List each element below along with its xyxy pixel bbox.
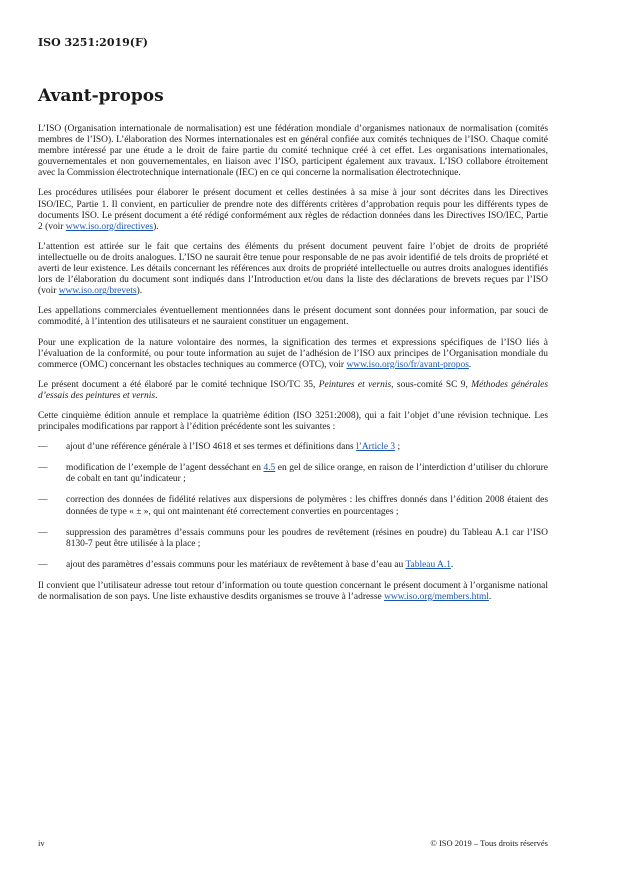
members-link[interactable]: www.iso.org/members.html [384, 592, 489, 602]
paragraph-voluntary-end: . [468, 359, 472, 370]
paragraph-feedback-text: Il convient que l’utilisateur adresse tout retour d’information ou toute question concernant le présent document à l’organisme national de normalisation de son pays. Une liste exhaustive desdits organismes se trouve à l’adresse [38, 580, 548, 602]
document-id: ISO 3251:2019(F) [38, 36, 149, 49]
paragraph-trade-names: Les appellations commerciales éventuellement mentionnées dans le présent document sont données pour information, par souci de commodité, à l’intention des utilisateurs et ne sauraient constituer un engagement. [38, 306, 548, 328]
paragraph-edition: Cette cinquième édition annule et remplace la quatrième édition (ISO 3251:2008), qui a fait l’objet d’une révision technique. Les principales modifications par rapport à l’édition précédente sont les suivantes : [38, 410, 548, 433]
list-dash: — [38, 442, 48, 453]
paragraph-procedures-text: Les procédures utilisées pour élaborer le présent document et celles destinées à sa mise à jour sont décrites dans les Directives ISO/IEC, Partie 1. Il convient, en particulier de prendre note des différents critères d’approbation requis pour les différents types de documents ISO. Le présent document a été rédigé conformément aux règles de rédaction données dans les Directives ISO/IEC, Partie 2 (voir [38, 188, 548, 232]
change-text: suppression des paramètres d’essais communs pour les poudres de revêtement (résines en poudre) du Tableau A.1 car l’ISO 8130-7 peut être utilisée à la place ; [66, 527, 548, 549]
paragraph-voluntary-nature [38, 338, 548, 371]
paragraph-iso-intro: L’ISO (Organisation internationale de normalisation) est une fédération mondiale d’organismes nationaux de normalisation (comités membres de l’ISO). L’élaboration des Normes internationales est en général confiée aux comités techniques de l’ISO. Chaque comité membre intéressé par une étude a le droit de faire partie du comité technique créé à cet effet. Les organisations internationales, gouvernementales et non gouvernementales, en liaison avec l’ISO, participent également aux travaux. L’ISO collabore étroitement avec la Commission électrotechnique internationale (IEC) en ce qui concerne la normalisation électrotechnique. [38, 124, 548, 179]
foreword-link[interactable]: www.iso.org/iso/fr/avant-propos [346, 359, 469, 370]
list-item [38, 560, 548, 571]
list-dash: — [38, 495, 48, 506]
change-text: ajout des paramètres d’essais communs pour les matériaux de revêtement à base d’eau au [66, 559, 406, 570]
change-text: ajout d’une référence générale à l’ISO 4618 et ses termes et définitions dans [66, 442, 357, 453]
copyright-notice: © ISO 2019 – Tous droits réservés [430, 838, 548, 848]
paragraph-feedback [38, 581, 548, 603]
paragraph-feedback-end: . [488, 592, 492, 602]
list-item [38, 463, 548, 485]
paragraph-procedures-end: ). [153, 221, 159, 232]
page-number: iv [38, 838, 45, 848]
paragraph-committee [38, 380, 548, 402]
paragraph-voluntary-text: Pour une explication de la nature volontaire des normes, la signification des termes et expressions spécifiques de l’ISO liés à l’évaluation de la conformité, ou pour toute information au sujet de l’adhésion de l’ISO aux principes de l’Organisation mondiale du commerce (OMC) concernant les obstacles techniques au commerce (OTC), voir [38, 337, 548, 370]
committee-text-b: , sous-comité SC 9, [391, 379, 472, 390]
paragraph-patents-text: L’attention est attirée sur le fait que certains des éléments du présent document peuvent faire l’objet de droits de propriété intellectuelle ou de droits analogues. L’ISO ne saurait être tenue pour responsable de ne pas avoir identifié de tels droits de propriété et averti de leur existence. Les détails concernant les références aux droits de propriété intellectuelle ou autres droits analogues identifiés lors de l’élaboration du document sont indiqués dans l’Introduction et/ou dans la liste des déclarations de brevets reçues par l’ISO (voir [38, 241, 548, 297]
list-dash: — [38, 559, 48, 570]
article-3-link[interactable]: l’Article 3 [356, 442, 396, 453]
clause-4-5-link[interactable]: 4.5 [263, 463, 276, 474]
list-item [38, 495, 548, 517]
committee-text-a: Le présent document a été élaboré par le comité technique ISO/TC 35, [38, 379, 319, 390]
list-item [38, 442, 548, 453]
list-dash: — [38, 527, 48, 538]
committee-text-end: . [155, 390, 158, 401]
change-end: . [450, 559, 454, 570]
changes-list [38, 442, 548, 571]
change-text: modification de l’exemple de l’agent desséchant en [66, 463, 264, 474]
paragraph-patents [38, 242, 548, 297]
change-end: ; [395, 442, 401, 453]
subcommittee-name: Méthodes générales d’essais des peintures et vernis [38, 379, 548, 401]
list-dash: — [38, 463, 48, 474]
section-title: Avant-propos [38, 86, 164, 106]
directives-link[interactable]: www.iso.org/directives [65, 221, 154, 232]
change-end: en gel de silice orange, en raison de l’interdiction d’utiliser du chlorure de cobalt en tant qu’indicateur ; [66, 463, 548, 485]
paragraph-procedures [38, 188, 548, 232]
table-a1-link[interactable]: Tableau A.1 [405, 559, 451, 570]
patents-link[interactable]: www.iso.org/brevets [58, 286, 137, 297]
committee-name: Peintures et vernis [318, 379, 392, 390]
paragraph-patents-end: ). [136, 286, 143, 297]
list-item [38, 528, 548, 550]
change-text: correction des données de fidélité relatives aux dispersions de polymères : les chiffres donnés dans l’édition 2008 étaient des données de type « ± », qui ont maintenant été correctement converties en pourcentages ; [66, 495, 548, 517]
document-body [38, 124, 548, 612]
